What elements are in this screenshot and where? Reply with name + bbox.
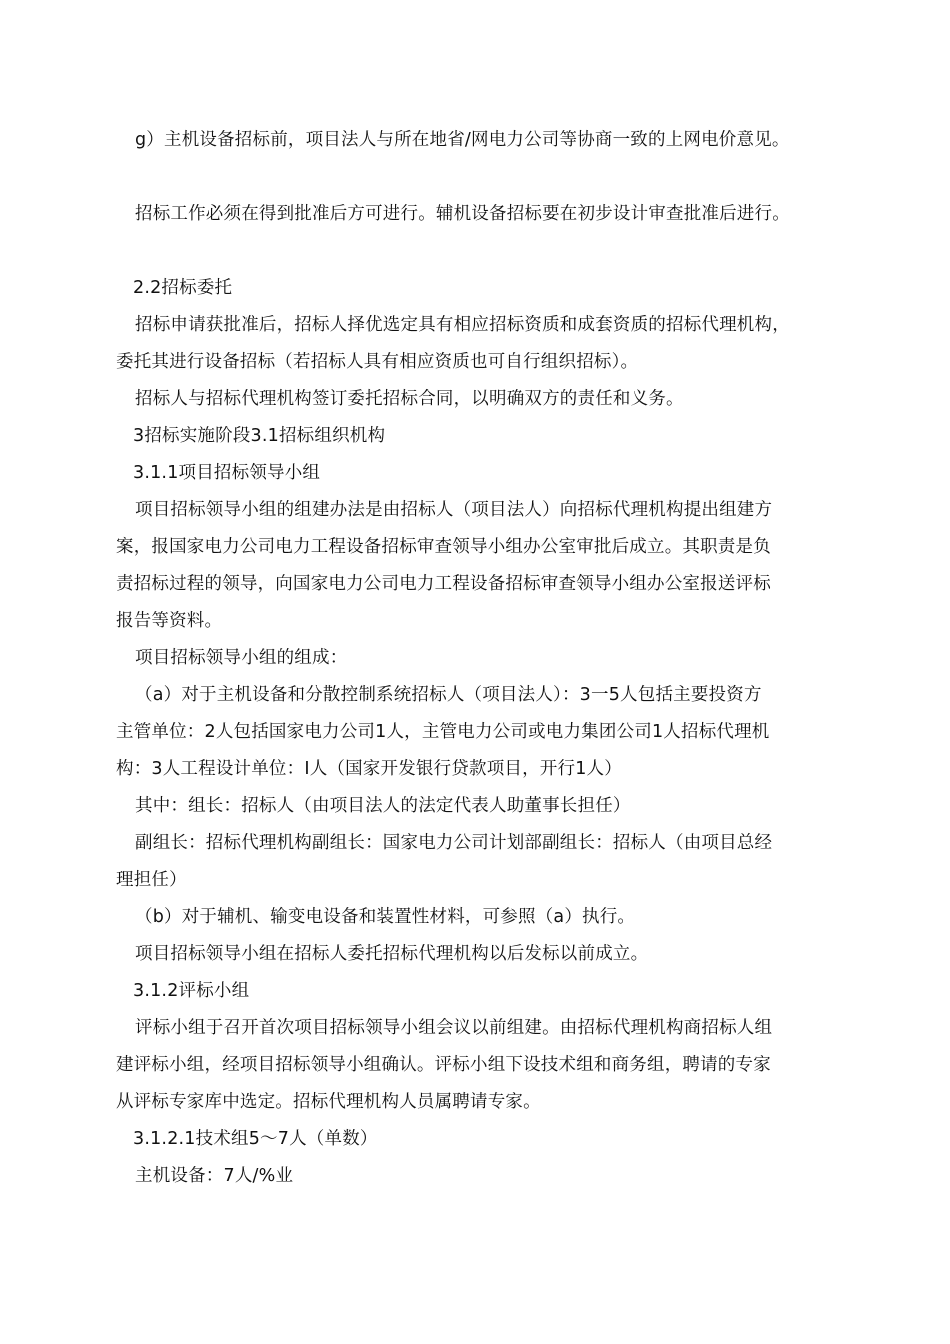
text-line: （a）对于主机设备和分散控制系统招标人（项目法人）：3一5人包括主要投资方: [135, 685, 762, 705]
section-heading: 3招标实施阶段3.1招标组织机构: [133, 426, 386, 446]
text-line: （b）对于辅机、输变电设备和装置性材料，可参照（a）执行。: [135, 907, 636, 927]
text-line: 主机设备：7人/%业: [135, 1166, 294, 1186]
text-line: 案，报国家电力公司电力工程设备招标审查领导小组办公室审批后成立。其职责是负: [116, 537, 771, 557]
text-line: 招标申请获批准后，招标人择优选定具有相应招标资质和成套资质的招标代理机构，: [135, 315, 790, 335]
text-line: 其中：组长：招标人（由项目法人的法定代表人助董事长担任）: [135, 796, 631, 816]
section-heading: 3.1.2评标小组: [133, 981, 250, 1001]
text-line: 理担任）: [116, 870, 187, 890]
text-line: 构：3人工程设计单位：I人（国家开发银行贷款项目，开行1人）: [116, 759, 622, 779]
text-line: 责招标过程的领导，向国家电力公司电力工程设备招标审查领导小组办公室报送评标: [116, 574, 771, 594]
text-line: 报告等资料。: [116, 611, 223, 631]
text-line: 项目招标领导小组的组建办法是由招标人（项目法人）向招标代理机构提出组建方: [135, 500, 773, 520]
text-line: 项目招标领导小组在招标人委托招标代理机构以后发标以前成立。: [135, 944, 649, 964]
text-line: 建评标小组，经项目招标领导小组确认。评标小组下设技术组和商务组，聘请的专家: [116, 1055, 771, 1075]
text-line: 招标工作必须在得到批准后方可进行。辅机设备招标要在初步设计审查批准后进行。: [135, 204, 790, 224]
text-line: 从评标专家库中选定。招标代理机构人员属聘请专家。: [116, 1092, 541, 1112]
text-line: g）主机设备招标前，项目法人与所在地省/网电力公司等协商一致的上网电价意见。: [135, 130, 790, 150]
text-line: 委托其进行设备招标（若招标人具有相应资质也可自行组织招标）。: [116, 352, 639, 372]
section-heading: 3.1.1项目招标领导小组: [133, 463, 321, 483]
section-heading: 3.1.2.1技术组5～7人（单数）: [133, 1129, 378, 1149]
section-heading: 2.2招标委托: [133, 278, 233, 298]
text-line: 副组长：招标代理机构副组长：国家电力公司计划部副组长：招标人（由项目总经: [135, 833, 773, 853]
text-line: 项目招标领导小组的组成：: [135, 648, 348, 668]
text-line: 评标小组于召开首次项目招标领导小组会议以前组建。由招标代理机构商招标人组: [135, 1018, 773, 1038]
text-line: 招标人与招标代理机构签订委托招标合同，以明确双方的责任和义务。: [135, 389, 684, 409]
text-line: 主管单位：2人包括国家电力公司1人，主管电力公司或电力集团公司1人招标代理机: [116, 722, 770, 742]
